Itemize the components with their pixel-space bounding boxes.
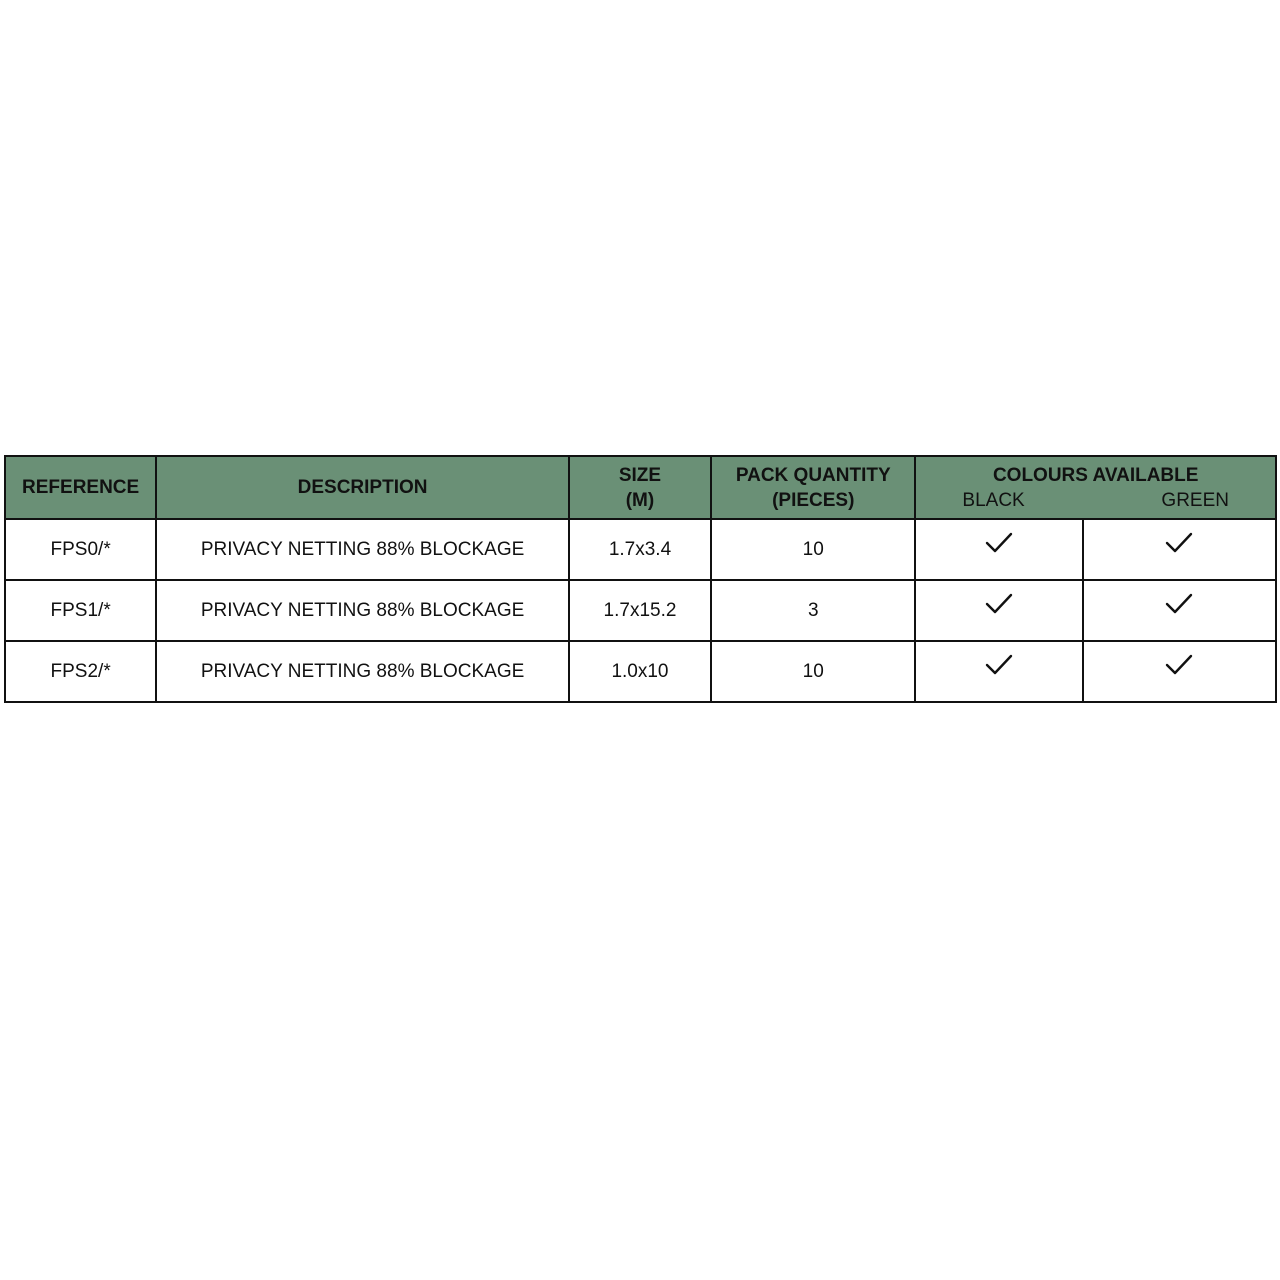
cell-size: 1.7x15.2 <box>569 580 711 641</box>
cell-green-available <box>1083 580 1276 641</box>
check-icon <box>985 654 1013 676</box>
cell-reference: FPS1/* <box>5 580 156 641</box>
cell-black-available <box>915 519 1082 580</box>
header-size-unit: (M) <box>625 489 655 511</box>
table-body <box>5 519 1276 702</box>
check-icon <box>1165 654 1193 676</box>
header-colours-available <box>915 456 1276 519</box>
header-row <box>5 456 1276 519</box>
cell-description: PRIVACY NETTING 88% BLOCKAGE <box>156 641 569 702</box>
cell-black-available <box>915 580 1082 641</box>
product-table <box>4 455 1277 703</box>
header-pack-unit: (PIECES) <box>772 489 855 511</box>
header-description: DESCRIPTION <box>156 456 569 519</box>
header-colour-black: BLACK <box>962 490 1025 511</box>
cell-reference: FPS0/* <box>5 519 156 580</box>
check-icon <box>1165 593 1193 615</box>
table-row <box>5 519 1276 580</box>
header-reference: REFERENCE <box>5 456 156 519</box>
header-pack-quantity <box>711 456 915 519</box>
cell-reference: FPS2/* <box>5 641 156 702</box>
cell-pack-quantity: 3 <box>711 580 915 641</box>
cell-size: 1.7x3.4 <box>569 519 711 580</box>
table-header <box>5 456 1276 519</box>
cell-description: PRIVACY NETTING 88% BLOCKAGE <box>156 519 569 580</box>
check-icon <box>1165 532 1193 554</box>
table-row <box>5 580 1276 641</box>
cell-description: PRIVACY NETTING 88% BLOCKAGE <box>156 580 569 641</box>
header-colour-green: GREEN <box>1161 490 1229 511</box>
header-pack-label: PACK QUANTITY <box>735 464 891 486</box>
header-colours-title: COLOURS AVAILABLE <box>992 465 1199 486</box>
check-icon <box>985 593 1013 615</box>
cell-pack-quantity: 10 <box>711 519 915 580</box>
cell-pack-quantity: 10 <box>711 641 915 702</box>
header-size-label: SIZE <box>618 464 662 486</box>
cell-size: 1.0x10 <box>569 641 711 702</box>
check-icon <box>985 532 1013 554</box>
cell-green-available <box>1083 641 1276 702</box>
cell-black-available <box>915 641 1082 702</box>
cell-green-available <box>1083 519 1276 580</box>
header-size <box>569 456 711 519</box>
table-row <box>5 641 1276 702</box>
